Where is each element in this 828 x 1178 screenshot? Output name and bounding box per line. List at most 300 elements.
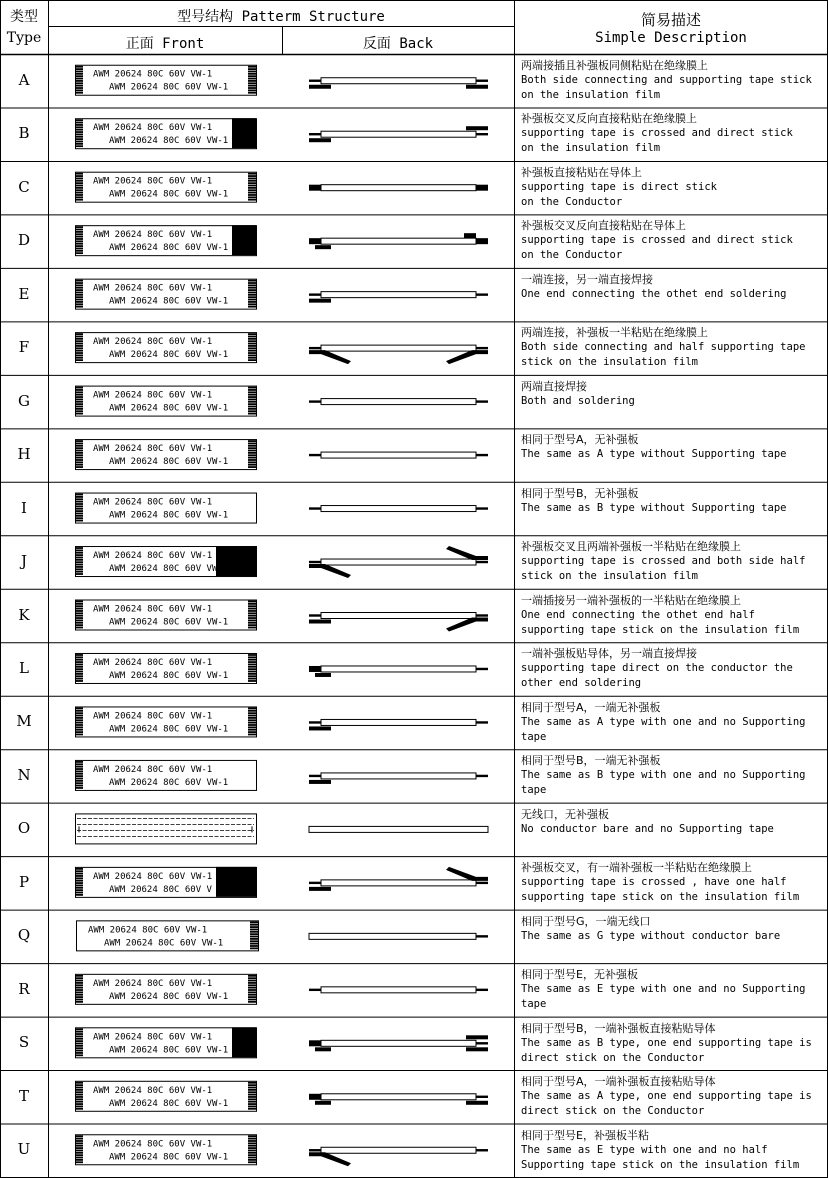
front-stripe <box>75 1087 83 1089</box>
back-drawing <box>309 292 488 303</box>
front-stripe <box>75 1036 83 1038</box>
front-stripe <box>248 457 256 459</box>
front-stripe <box>248 726 256 728</box>
front-stripe <box>248 443 256 445</box>
front-stripe <box>248 1082 256 1084</box>
front-stripe <box>75 413 83 415</box>
type-letter: M <box>16 712 32 731</box>
type-letter: S <box>18 1033 30 1052</box>
front-stripe <box>248 1135 256 1137</box>
description-zh: 补强板直接粘贴在导体上 <box>521 165 642 179</box>
front-stripe <box>248 396 256 398</box>
front-stripe <box>75 359 83 361</box>
front-stripe <box>250 933 258 935</box>
front-stripe <box>75 303 83 305</box>
front-stripe <box>248 199 256 201</box>
front-stripe <box>248 68 256 70</box>
front-stiffener-block <box>232 118 256 148</box>
front-stripe <box>75 299 83 301</box>
front-stripe <box>250 929 258 931</box>
row-description <box>521 967 825 1012</box>
front-stripe <box>75 977 83 979</box>
front-stripe <box>248 680 256 682</box>
front-drawing <box>75 974 257 1004</box>
front-stripe <box>75 350 83 352</box>
front-print-line2: AWM 20624 80C 60V VW-1 <box>104 938 224 949</box>
front-stripe <box>75 287 83 289</box>
header-type-en: Type <box>6 30 42 46</box>
back-stiffener <box>309 887 331 891</box>
description-en: The same as B type with one and no Supporting tape <box>521 769 806 797</box>
front-stripe <box>75 501 83 503</box>
front-stripe <box>75 880 83 882</box>
front-stripe <box>75 226 83 228</box>
front-stripe <box>75 1147 83 1149</box>
front-stripe <box>248 1138 256 1140</box>
front-stripe <box>248 1161 256 1163</box>
front-stripe <box>248 440 256 442</box>
front-stripe <box>248 991 256 993</box>
back-insulation-film <box>321 987 476 993</box>
front-stripe <box>75 717 83 719</box>
front-stripe <box>75 494 83 496</box>
front-stripe <box>75 671 83 673</box>
back-stiffener <box>309 1040 321 1046</box>
front-stripe <box>75 868 83 870</box>
front-stripe <box>75 1152 83 1154</box>
front-stripe <box>248 75 256 77</box>
front-stripe <box>75 1161 83 1163</box>
front-stripe <box>75 387 83 389</box>
front-stripe <box>248 284 256 286</box>
description-zh: 相同于型号A，一端补强板直接粘贴导体 <box>521 1075 716 1089</box>
front-stripe <box>75 987 83 989</box>
front-stripe <box>75 552 83 554</box>
front-stripe <box>248 1091 256 1093</box>
type-letter: T <box>18 1086 29 1105</box>
front-drawing <box>75 867 257 898</box>
front-stripe <box>248 401 256 403</box>
back-drawing <box>309 546 488 578</box>
description-zh: 相同于型号E，无补强板 <box>521 968 638 982</box>
back-stiffener <box>309 726 331 730</box>
front-stripe <box>75 354 83 356</box>
front-stripe <box>248 89 256 91</box>
front-stripe <box>75 996 83 998</box>
back-drawing <box>309 826 488 832</box>
front-stripe <box>75 250 83 252</box>
front-stripe <box>75 773 83 775</box>
front-stripe <box>248 710 256 712</box>
front-stripe <box>248 192 256 194</box>
back-stiffener <box>466 85 488 89</box>
back-stiffener <box>466 1035 488 1039</box>
front-stripe <box>75 394 83 396</box>
front-stripe <box>75 196 83 198</box>
front-stripe <box>248 87 256 89</box>
back-insulation-film <box>321 666 476 672</box>
row-description <box>521 1021 825 1066</box>
type-letter: C <box>18 177 30 196</box>
front-drawing <box>75 600 257 630</box>
front-stripe <box>75 889 83 891</box>
back-insulation-film <box>321 506 476 512</box>
back-drawing <box>309 452 488 458</box>
front-stripe <box>248 406 256 408</box>
description-en: Both side connecting and half supporting tape stick on the insulation film <box>521 341 806 369</box>
front-print-line2: AWM 20624 80C 60V VW-1 <box>109 457 229 468</box>
front-stripe <box>75 557 83 559</box>
front-stripe <box>75 1096 83 1098</box>
back-drawing <box>309 1094 488 1105</box>
front-stripe <box>75 75 83 77</box>
front-stripe <box>248 408 256 410</box>
front-stripe <box>75 975 83 977</box>
front-stripe <box>75 357 83 359</box>
front-stripe <box>75 731 83 733</box>
back-drawing <box>309 719 488 730</box>
front-stripe <box>75 464 83 466</box>
back-stiffener-half <box>446 867 488 881</box>
front-stripe <box>248 301 256 303</box>
front-stiffener-block <box>232 225 256 255</box>
back-insulation-film <box>309 826 488 832</box>
front-stripe <box>75 515 83 517</box>
front-stripe <box>75 301 83 303</box>
front-stripe <box>248 603 256 605</box>
back-stiffener-half <box>309 350 351 364</box>
type-letter: A <box>18 70 30 89</box>
description-en: supporting tape is crossed and direct stick on the insulation film <box>521 127 793 155</box>
front-stripe <box>75 564 83 566</box>
front-stripe <box>75 122 83 124</box>
front-stripe <box>75 343 83 345</box>
front-stripe <box>75 391 83 393</box>
back-insulation-film <box>321 292 476 298</box>
row-description <box>521 753 825 798</box>
front-stripe <box>75 345 83 347</box>
front-print-line2: AWM 20624 80C 60V VW-1 <box>109 136 229 147</box>
front-stripe <box>75 994 83 996</box>
back-stiffener <box>309 1094 321 1100</box>
front-stripe <box>75 1040 83 1042</box>
front-stripe <box>75 333 83 335</box>
front-drawing <box>75 1081 257 1111</box>
front-stripe <box>75 559 83 561</box>
description-en: Both side connecting and supporting tape stick on the insulation film <box>521 74 812 101</box>
front-stripe <box>250 924 258 926</box>
front-stripe <box>248 719 256 721</box>
front-stripe <box>75 894 83 896</box>
back-drawing <box>309 506 488 512</box>
back-stiffener-half <box>446 546 488 560</box>
front-stripe <box>248 413 256 415</box>
front-stripe <box>75 252 83 254</box>
front-stripe <box>248 975 256 977</box>
front-stripe <box>75 887 83 889</box>
front-print-line2: AWM 20624 80C 60V VW-1 <box>109 724 229 735</box>
front-stripe <box>75 440 83 442</box>
front-stripe <box>75 566 83 568</box>
front-stripe <box>248 1154 256 1156</box>
front-stripe <box>75 659 83 661</box>
front-print-line2: AWM 20624 80C 60V VW-1 <box>109 670 229 681</box>
front-stripe <box>75 248 83 250</box>
front-print-line1: AWM 20624 80C 60V VW-1 <box>93 230 213 241</box>
description-zh: 相同于型号B，无补强板 <box>521 486 639 500</box>
front-stripe <box>75 770 83 772</box>
front-drawing <box>75 546 257 577</box>
back-stiffener <box>315 1047 331 1051</box>
front-print-line1: AWM 20624 80C 60V VW-1 <box>93 764 213 775</box>
row-description <box>521 486 825 516</box>
front-stripe <box>75 457 83 459</box>
front-stripe <box>248 354 256 356</box>
front-stripe <box>248 1152 256 1154</box>
front-stripe <box>248 729 256 731</box>
front-stripe <box>248 336 256 338</box>
front-stripe <box>75 282 83 284</box>
front-print-line2: AWM 20624 80C 60V VW-1 <box>109 350 229 361</box>
back-stiffener <box>309 238 321 244</box>
front-stripe <box>248 92 256 94</box>
front-stripe <box>75 675 83 677</box>
front-stripe <box>75 1138 83 1140</box>
description-zh: 相同于型号B，一端补强板直接粘贴导体 <box>521 1021 716 1035</box>
back-stiffener <box>309 185 321 191</box>
front-stripe <box>75 1084 83 1086</box>
front-stripe <box>248 666 256 668</box>
front-stripe <box>248 194 256 196</box>
front-print-line1: AWM 20624 80C 60V VW-1 <box>93 1085 213 1096</box>
front-print-line1: AWM 20624 80C 60V VW-1 <box>93 604 213 615</box>
front-stripe <box>248 1103 256 1105</box>
front-stripe <box>75 1043 83 1045</box>
front-stripe <box>75 1098 83 1100</box>
front-stripe <box>248 287 256 289</box>
back-drawing <box>309 613 488 632</box>
description-en: The same as B type, one end supporting tape is direct stick on the Conductor <box>521 1036 812 1064</box>
type-letter: N <box>17 765 31 784</box>
back-stiffener <box>309 138 331 142</box>
front-print-line2: AWM 20624 80C 60V VW-1 <box>109 1098 229 1109</box>
front-stripe <box>75 870 83 872</box>
front-stripe <box>75 243 83 245</box>
front-stripe <box>248 466 256 468</box>
front-stripe <box>75 443 83 445</box>
row-description <box>521 860 825 905</box>
front-stripe <box>75 1050 83 1052</box>
front-stripe <box>75 601 83 603</box>
back-stiffener <box>476 185 488 191</box>
front-stripe <box>248 615 256 617</box>
type-letter: G <box>18 391 30 410</box>
description-en: supporting tape direct on the conductor the other end soldering <box>521 662 793 690</box>
front-stripe <box>75 1150 83 1152</box>
front-stripe <box>248 391 256 393</box>
back-stiffener-half <box>309 1152 351 1166</box>
type-letter: P <box>18 872 30 891</box>
front-stripe <box>75 608 83 610</box>
front-print-line2: AWM 20624 80C 60V VW-1 <box>109 189 229 200</box>
front-print-line2: AWM 20624 80C 60V VW-1 <box>109 296 229 307</box>
front-stripe <box>75 233 83 235</box>
back-stiffener <box>309 666 321 672</box>
back-stiffener-half <box>309 564 351 578</box>
row-description <box>521 379 825 409</box>
front-stripe <box>75 238 83 240</box>
front-stripe <box>75 1154 83 1156</box>
front-stripe <box>75 294 83 296</box>
front-stripe <box>75 192 83 194</box>
front-stripe <box>75 1094 83 1096</box>
front-stripe <box>248 292 256 294</box>
front-stripe <box>248 987 256 989</box>
front-stripe <box>248 296 256 298</box>
front-stripe <box>75 715 83 717</box>
front-stripe <box>248 731 256 733</box>
front-stripe <box>248 1147 256 1149</box>
front-stripe <box>248 80 256 82</box>
front-stripe <box>248 185 256 187</box>
front-stripe <box>75 724 83 726</box>
front-stripe <box>75 729 83 731</box>
front-drawing <box>75 333 257 363</box>
header-type-zh: 类型 <box>10 9 38 25</box>
back-drawing <box>309 126 488 142</box>
description-en: The same as G type without conductor bare <box>521 929 781 942</box>
back-stiffener <box>466 1047 488 1051</box>
back-insulation-film <box>321 185 476 191</box>
front-stripe <box>248 450 256 452</box>
front-stripe <box>75 612 83 614</box>
back-stiffener <box>464 233 476 238</box>
front-stripe <box>75 1033 83 1035</box>
front-stripe <box>75 510 83 512</box>
back-drawing <box>309 1035 488 1051</box>
front-print-line1: AWM 20624 80C 60V VW-1 <box>93 551 213 562</box>
front-stiffener-block <box>216 546 256 576</box>
front-stripe <box>75 389 83 391</box>
type-letter: D <box>17 231 31 250</box>
front-stripe <box>248 387 256 389</box>
front-stripe <box>248 671 256 673</box>
front-stripe <box>248 1145 256 1147</box>
row-description <box>521 325 825 370</box>
front-stripe <box>75 520 83 522</box>
back-drawing <box>309 987 488 993</box>
front-stripe <box>75 306 83 308</box>
front-stripe <box>75 340 83 342</box>
front-stripe <box>75 403 83 405</box>
front-print-line1: AWM 20624 80C 60V VW-1 <box>88 925 208 936</box>
front-print-line1: AWM 20624 80C 60V VW-1 <box>93 1139 213 1150</box>
back-drawing <box>309 666 488 677</box>
front-stripe <box>75 498 83 500</box>
front-stripe <box>248 196 256 198</box>
type-letter: J <box>20 552 27 571</box>
front-stripe <box>75 549 83 551</box>
front-stripe <box>75 875 83 877</box>
back-insulation-film <box>321 452 476 458</box>
front-stripe <box>75 768 83 770</box>
description-zh: 补强板交叉，有一端补强板一半粘贴在绝缘膜上 <box>521 861 752 875</box>
description-en: supporting tape is crossed and direct stick on the Conductor <box>521 234 793 262</box>
back-stiffener <box>315 673 331 677</box>
back-drawing <box>309 867 488 891</box>
front-stripe <box>248 1001 256 1003</box>
header-front: 正面 Front <box>125 36 205 52</box>
front-drawing <box>75 279 257 309</box>
front-stripe <box>248 394 256 396</box>
front-stripe <box>248 620 256 622</box>
front-drawing <box>75 1027 257 1058</box>
front-print-line1: AWM 20624 80C 60V VW-1 <box>93 176 213 187</box>
description-zh: 两端接插且补强板同侧粘贴在绝缘膜上 <box>521 59 708 72</box>
front-stripe <box>248 659 256 661</box>
front-stripe <box>75 620 83 622</box>
front-stripe <box>248 345 256 347</box>
front-stripe <box>248 601 256 603</box>
row-description <box>521 432 825 462</box>
front-stripe <box>75 187 83 189</box>
front-stripe <box>75 1028 83 1030</box>
header-structure-title: 型号结构 Patterm Structure <box>177 9 385 25</box>
description-zh: 相同于型号A，无补强板 <box>521 433 639 447</box>
front-stripe <box>75 124 83 126</box>
front-stripe <box>75 877 83 879</box>
front-stripe <box>75 1140 83 1142</box>
front-stripe <box>75 1157 83 1159</box>
description-en: supporting tape is crossed , have one half supporting tape stick on the insulation film <box>521 876 800 904</box>
front-stripe <box>75 87 83 89</box>
description-zh: 相同于型号B，一端无补强板 <box>521 754 661 768</box>
front-stripe <box>248 656 256 658</box>
type-letter: E <box>18 284 30 303</box>
row-description <box>521 914 825 944</box>
back-insulation-film <box>321 399 476 405</box>
header-desc-en: Simple Description <box>595 30 747 46</box>
back-stiffener <box>309 299 331 303</box>
front-stripe <box>75 615 83 617</box>
front-stripe <box>248 343 256 345</box>
description-en: The same as A type, one end supporting tape is direct stick on the Conductor <box>521 1090 812 1118</box>
front-stripe <box>75 1052 83 1054</box>
front-stripe <box>75 85 83 87</box>
front-stripe <box>75 513 83 515</box>
description-en: The same as A type with one and no Supporting tape <box>521 715 806 743</box>
description-en: Both and soldering <box>521 394 635 407</box>
front-stripe <box>248 187 256 189</box>
front-drawing <box>75 1135 257 1165</box>
front-stripe <box>75 722 83 724</box>
front-stripe <box>248 999 256 1001</box>
front-stripe <box>75 296 83 298</box>
front-stripe <box>248 617 256 619</box>
description-en: One end connecting the othet end soldering <box>521 287 787 300</box>
front-stripe <box>75 180 83 182</box>
front-stripe <box>248 715 256 717</box>
back-drawing <box>309 1147 488 1166</box>
front-stripe <box>75 466 83 468</box>
back-drawing <box>309 345 488 364</box>
front-stripe <box>248 78 256 80</box>
front-stripe <box>248 454 256 456</box>
front-stiffener-block <box>232 1027 256 1057</box>
front-stripe <box>75 143 83 145</box>
description-zh: 一端补强板贴导体，另一端直接焊接 <box>521 647 697 661</box>
front-stripe <box>248 717 256 719</box>
